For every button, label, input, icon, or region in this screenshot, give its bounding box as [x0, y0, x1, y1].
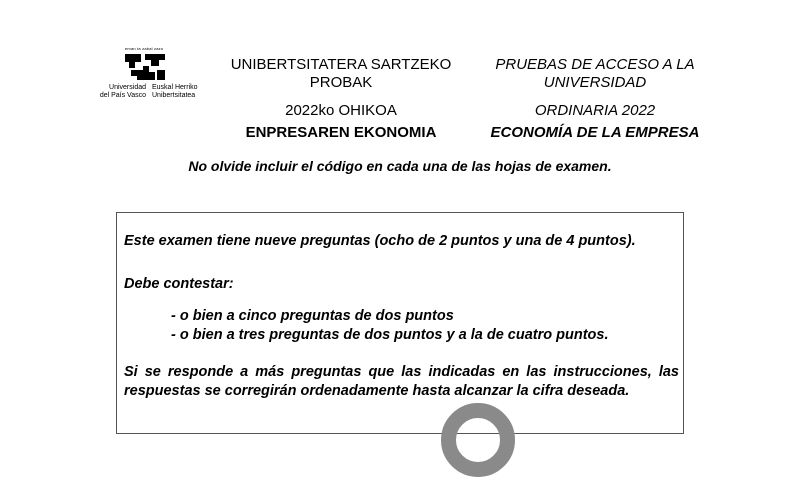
header-es-title-line1: PRUEBAS DE ACCESO A LA: [495, 56, 695, 73]
instructions-option-1: - o bien a cinco preguntas de dos puntos: [171, 308, 454, 324]
university-logo: [78, 44, 218, 104]
header-es-title: [472, 56, 718, 92]
header-eu-title: [210, 56, 472, 92]
header-es-subject: ECONOMÍA DE LA EMPRESA: [490, 124, 700, 141]
header-eu-title-line1: UNIBERTSITATERA SARTZEKO: [230, 56, 452, 73]
code-notice: No olvide incluir el código en cada una de las hojas de examen.: [188, 158, 612, 174]
header-eu-title-line2: PROBAK: [309, 74, 373, 91]
instructions-box: [116, 212, 684, 434]
instructions-must-answer: Debe contestar:: [124, 276, 234, 292]
instructions-intro: Este examen tiene nueve preguntas (ocho de 2 puntos y una de 4 puntos).: [124, 233, 636, 249]
university-emblem-icon: [123, 52, 167, 82]
instructions-warning: Si se responde a más preguntas que las indicadas en las instrucciones, las respuestas se corregirán ordenadamente hasta alcanzar la cifra deseada.: [124, 364, 679, 399]
header-eu-session: 2022ko OHIKOA: [285, 102, 397, 119]
logo-text-es-line1: Universidad: [109, 84, 146, 91]
logo-text-es-line2: del País Vasco: [99, 92, 146, 99]
header-eu-subject: ENPRESAREN EKONOMIA: [245, 124, 437, 141]
logo-text-eu-line1: Euskal Herriko: [152, 84, 198, 91]
logo-text-eu-line2: Unibertsitatea: [152, 92, 196, 99]
header-es-title-line2: UNIVERSIDAD: [543, 74, 647, 91]
logo-text-eu: [152, 84, 218, 100]
loading-ring-icon: [441, 403, 515, 477]
logo-text-es: [80, 84, 146, 100]
logo-motto: eman ta zabal zazu: [125, 46, 164, 51]
header-es-session: ORDINARIA 2022: [534, 102, 656, 119]
instructions-option-2: - o bien a tres preguntas de dos puntos y a la de cuatro puntos.: [171, 327, 609, 343]
